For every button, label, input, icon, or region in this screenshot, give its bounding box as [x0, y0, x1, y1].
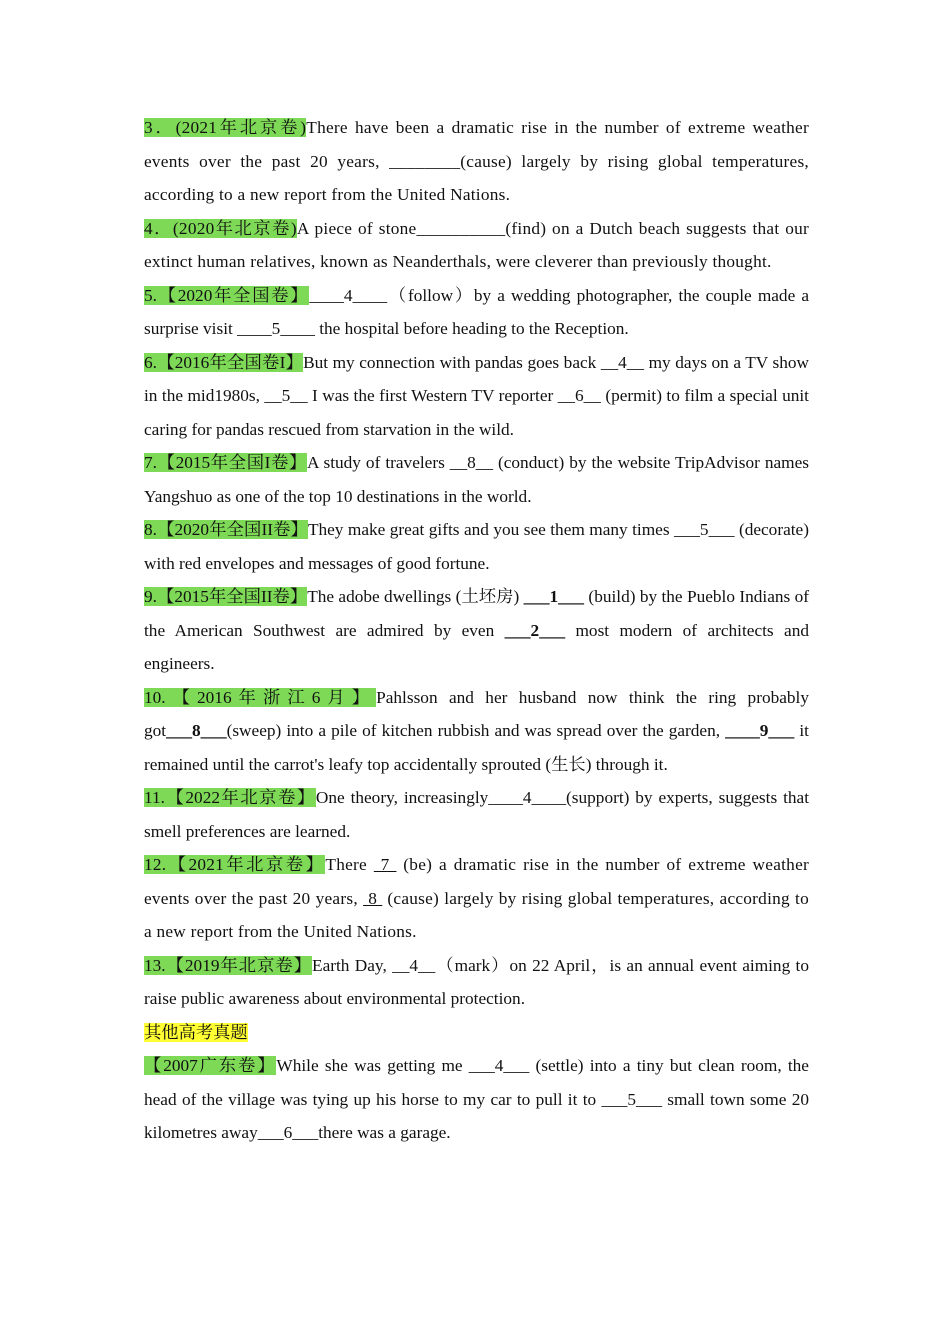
- answer-blank: ___1___: [523, 587, 585, 606]
- question-source-tag: 11.【2022年北京卷】: [144, 788, 316, 807]
- question-source-tag: 3．(2021年北京卷): [144, 118, 307, 137]
- question-text: A study of travelers __8__ (conduct) by the website TripAdvisor names Yangshuo as one of the top 10 destinations in the world.: [144, 453, 809, 506]
- question-source-tag: 【2007广东卷】: [144, 1056, 277, 1075]
- question-text: (cause) largely by rising global temperatures, according to a new report from the United Nations.: [144, 888, 810, 941]
- question-text: ____4____（follow）by a wedding photographer, the couple made a surprise visit ____5____ the hospital before heading to the Reception.: [144, 285, 809, 338]
- question-2007-guangdong: [144, 1049, 809, 1150]
- question-text: A piece of stone__________(find) on a Dutch beach suggests that our extinct human relatives, known as Neanderthals, were cleverer than previously thought.: [144, 218, 809, 271]
- exercise-list: [144, 111, 809, 1150]
- question-source-tag: 13.【2019年北京卷】: [144, 955, 313, 975]
- answer-blank: ___8___: [166, 721, 227, 740]
- section-heading-text: 其他高考真题: [144, 1022, 248, 1042]
- question-source-tag: 7.【2015年全国I卷】: [144, 453, 307, 472]
- question-8: [144, 513, 809, 580]
- answer-blank: 7: [373, 855, 397, 874]
- question-text: (be) a dramatic rise in the number of extreme weather events over the past 20 years,: [144, 855, 809, 908]
- question-6: [144, 346, 809, 447]
- section-heading: [144, 1016, 809, 1050]
- question-text: One theory, increasingly____4____(support) by experts, suggests that smell preferences are learned.: [144, 788, 809, 841]
- question-text: (sweep) into a pile of kitchen rubbish and was spread over the garden,: [226, 721, 726, 740]
- question-text: But my connection with pandas goes back __4__ my days on a TV show in the mid1980s, __5__ I was the first Western TV reporter __6__ (permit) to film a special unit caring for pandas rescued from starvation in the wild.: [144, 352, 810, 439]
- answer-blank: ___2___: [504, 620, 566, 640]
- question-source-tag: 12.【2021年北京卷】: [144, 855, 326, 874]
- question-9: [144, 580, 809, 681]
- answer-blank: 8: [363, 888, 383, 908]
- question-11: [144, 781, 809, 848]
- question-10: [144, 681, 809, 782]
- question-7: [144, 446, 809, 513]
- question-text: (build) by the Pueblo Indians of the American Southwest are admired by even: [144, 587, 809, 640]
- question-source-tag: 6.【2016年全国卷I】: [144, 352, 304, 372]
- question-source-tag: 8.【2020年全国II卷】: [144, 520, 308, 539]
- question-source-tag: 9.【2015年全国II卷】: [144, 587, 308, 606]
- question-13: [144, 949, 809, 1016]
- question-text: While she was getting me ___4___ (settle) into a tiny but clean room, the head of the village was tying up his horse to my car to pull it to ___5___ small town some 20 kilometres away___6___there was a garage.: [144, 1056, 809, 1142]
- question-text: There have been a dramatic rise in the number of extreme weather events over the past 20 years, ________(cause) largely by rising global temperatures, according to a new report from the United Nations.: [144, 118, 809, 204]
- question-3: [144, 111, 809, 212]
- question-text: Earth Day, __4__（mark）on 22 April，is an annual event aiming to raise public awareness about environmental protection.: [144, 955, 809, 1008]
- question-text: Pahlsson and her husband now think the ring probably got: [144, 687, 809, 740]
- question-5: [144, 279, 809, 346]
- question-source-tag: 10.【2016年浙江6月】: [144, 687, 377, 707]
- answer-blank: ____9___: [725, 721, 795, 740]
- question-12: [144, 848, 809, 949]
- question-text: There: [325, 855, 374, 874]
- question-source-tag: 4．(2020年北京卷): [144, 218, 297, 238]
- question-text: They make great gifts and you see them many times ___5___ (decorate) with red envelopes and messages of good fortune.: [144, 520, 809, 573]
- question-text: most modern of architects and engineers.: [144, 620, 809, 673]
- question-4: [144, 212, 809, 279]
- question-text: it remained until the carrot's leafy top accidentally sprouted (生长) through it.: [144, 721, 809, 774]
- question-source-tag: 5.【2020年全国卷】: [144, 285, 310, 305]
- question-text: The adobe dwellings (土坯房): [307, 587, 524, 606]
